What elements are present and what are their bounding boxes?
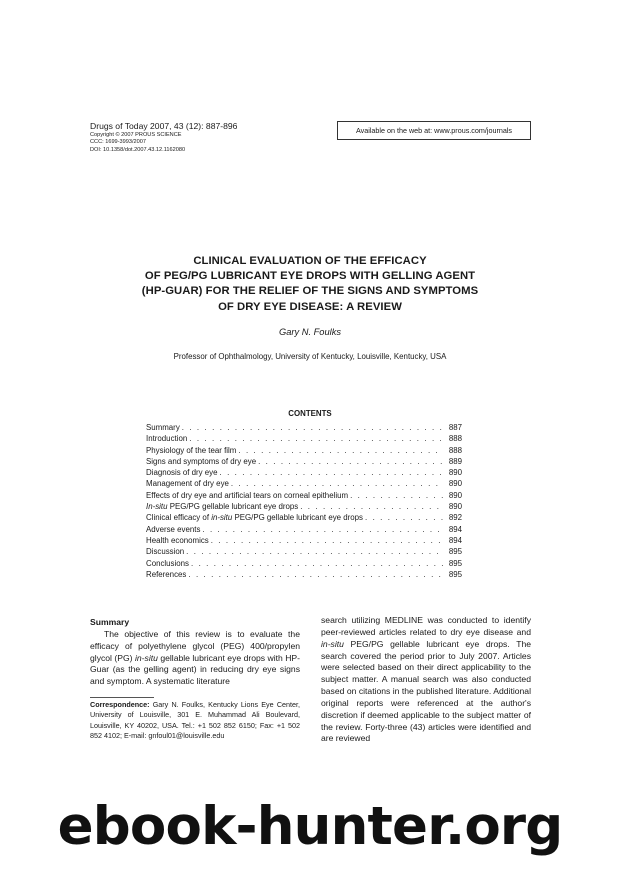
toc-page-number: 892 (448, 513, 462, 523)
copyright-line: Copyright © 2007 PROUS SCIENCE (90, 132, 182, 138)
journal-citation: Drugs of Today 2007, 43 (12): 887-896 (90, 121, 238, 131)
toc-entry-title: References (146, 569, 187, 579)
toc-entry (146, 569, 462, 580)
journal-header (90, 121, 237, 154)
summary-paragraph: The objective of this review is to evaluate the efficacy of polyethylene glycol (PEG) 400/propylen glycol (PG) in-situ gellable lubricant eye drops with HP-Guar (as the gelling agent) in reducing dry eye signs and symptom. A systematic literature (90, 628, 300, 687)
toc-entry-title: Physiology of the tear film (146, 445, 237, 455)
toc-dot-leader (182, 422, 443, 433)
toc-dot-leader (238, 445, 443, 456)
correspondence-label: Correspondence: (90, 700, 150, 709)
toc-entry-title: Management of dry eye (146, 479, 229, 489)
toc-dot-leader (231, 478, 443, 489)
title-line: (HP-GUAR) FOR THE RELIEF OF THE SIGNS AND SYMPTOMS (141, 285, 479, 298)
toc-entry-title: Conclusions (146, 558, 189, 568)
toc-page-number: 890 (448, 468, 462, 478)
toc-page-number: 890 (448, 502, 462, 512)
correspondence-footnote (90, 700, 300, 741)
toc-entry-title: Health economics (146, 535, 209, 545)
toc-entry-title: Discussion (146, 547, 185, 557)
author-name: Gary N. Foulks (279, 327, 341, 337)
toc-dot-leader (191, 558, 443, 569)
toc-entry (146, 546, 462, 557)
toc-entry (146, 490, 462, 501)
toc-page-number: 888 (448, 434, 462, 444)
toc-entry-title: Adverse events (146, 524, 201, 534)
toc-dot-leader (365, 512, 443, 523)
toc-dot-leader (350, 490, 443, 501)
toc-entry-title: Introduction (146, 434, 188, 444)
toc-entry (146, 478, 462, 489)
correspondence-text: Gary N. Foulks, Kentucky Lions Eye Center, University of Louisville, 301 E. Muhammad Ali Boulevard, Louisville, KY 40202, USA. Tel.: +1 502 852 6150; Fax: +1 502 852 4102; E-mail: gnfoul01@louisville.edu (90, 700, 300, 740)
doi-line: DOI: 10.1358/dot.2007.43.12.1162080 (90, 146, 186, 153)
toc-page-number: 887 (448, 423, 462, 432)
toc-page-number: 895 (448, 569, 462, 579)
toc-entry-title: Clinical efficacy of in-situ PEG/PG gellable lubricant eye drops (146, 513, 363, 523)
title-line: OF PEG/PG LUBRICANT EYE DROPS WITH GELLING AGENT (144, 270, 476, 283)
toc-dot-leader (300, 501, 443, 512)
toc-page-number: 894 (448, 535, 462, 545)
title-line: OF DRY EYE DISEASE: A REVIEW (218, 300, 402, 313)
toc-page-number: 894 (448, 524, 462, 534)
summary-heading: Summary (90, 617, 130, 627)
toc-dot-leader (258, 456, 443, 467)
toc-entry (146, 524, 462, 535)
toc-entry (146, 558, 462, 569)
toc-entry-title: In-situ PEG/PG gellable lubricant eye drops (146, 502, 299, 512)
summary-continuation: search utilizing MEDLINE was conducted to identify peer-reviewed articles related to dry eye disease and in-situ PEG/PG gellable lubricant eye drops. The search covered the period prior to July 2007. Articles were selected based on their direct applicability to the subject matter. A manual search was also conducted based on citations in the published literature. Additional original reports were referenced at the author's discretion if deemed applicable to the subject matter of the review. Forty-three (43) articles were identified and are reviewed (321, 615, 531, 744)
toc-entry (146, 535, 462, 546)
toc-page-number: 888 (448, 445, 462, 455)
ccc-line: CCC: 1699-3993/2007 (90, 139, 146, 146)
title-line: CLINICAL EVALUATION OF THE EFFICACY (193, 255, 427, 267)
web-availability-box: Available on the web at: www.prous.com/journals (337, 121, 531, 140)
toc-dot-leader (189, 433, 443, 444)
toc-entry (146, 433, 462, 444)
article-title (110, 254, 510, 315)
toc-entry (146, 445, 462, 456)
toc-entry (146, 512, 462, 523)
table-of-contents (146, 422, 462, 580)
toc-dot-leader (220, 467, 444, 478)
toc-entry (146, 422, 462, 433)
summary-column-left (90, 617, 300, 688)
author-affiliation: Professor of Ophthalmology, University of Kentucky, Louisville, Kentucky, USA (173, 352, 447, 361)
toc-dot-leader (188, 569, 443, 580)
toc-page-number: 890 (448, 479, 462, 489)
summary-column-right (321, 615, 531, 745)
watermark-text: ebook-hunter.org (57, 796, 563, 857)
toc-page-number: 889 (448, 456, 462, 466)
toc-entry-title: Signs and symptoms of dry eye (146, 456, 257, 466)
toc-entry-title: Summary (146, 423, 180, 432)
toc-entry (146, 501, 462, 512)
toc-dot-leader (211, 535, 443, 546)
toc-entry (146, 467, 462, 478)
toc-page-number: 895 (448, 558, 462, 568)
footnote-divider (90, 697, 154, 698)
toc-entry-title: Diagnosis of dry eye (146, 468, 218, 478)
toc-dot-leader (186, 546, 443, 557)
toc-entry (146, 456, 462, 467)
contents-heading: CONTENTS (288, 409, 332, 418)
toc-page-number: 890 (448, 490, 462, 500)
toc-dot-leader (202, 524, 443, 535)
toc-entry-title: Effects of dry eye and artificial tears on corneal epithelium (146, 490, 349, 500)
toc-page-number: 895 (448, 547, 462, 557)
